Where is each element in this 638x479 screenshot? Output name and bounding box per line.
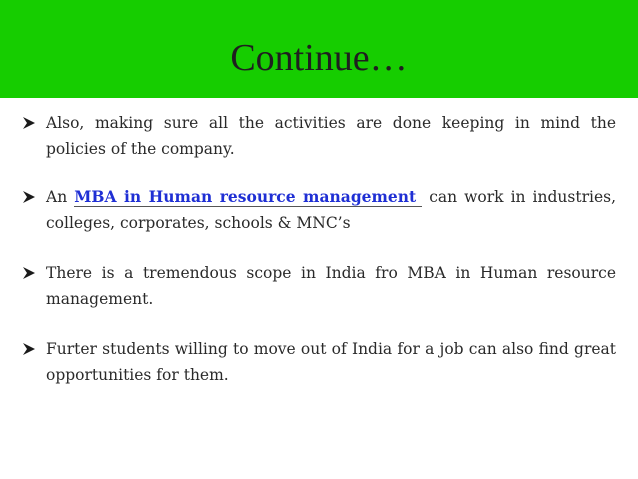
- arrowhead-bullet-icon: [22, 190, 36, 204]
- bullet-item-3: [22, 260, 616, 312]
- bullet-text: Also, making sure all the activities are done keeping in mind the policies of the company.: [46, 114, 616, 158]
- bullet-item-2: [22, 184, 616, 236]
- bullet-item-1: [22, 110, 616, 162]
- arrowhead-bullet-icon: [22, 342, 36, 356]
- bullet-prefix: An: [46, 188, 75, 206]
- bullet-item-4: [22, 336, 616, 388]
- bullet-suffix: can work in industries, colleges, corporates, schools & MNC’s: [46, 188, 616, 232]
- slide-title: Continue…: [230, 37, 408, 79]
- bullet-list: [22, 110, 616, 388]
- arrowhead-bullet-icon: [22, 116, 36, 130]
- mba-hr-link[interactable]: MBA in Human resource management: [74, 187, 422, 207]
- arrowhead-bullet-icon: [22, 266, 36, 280]
- bullet-text: There is a tremendous scope in India fro MBA in Human resource management.: [46, 264, 616, 308]
- bullet-text: Furter students willing to move out of India for a job can also find great opportunities for them.: [46, 340, 616, 384]
